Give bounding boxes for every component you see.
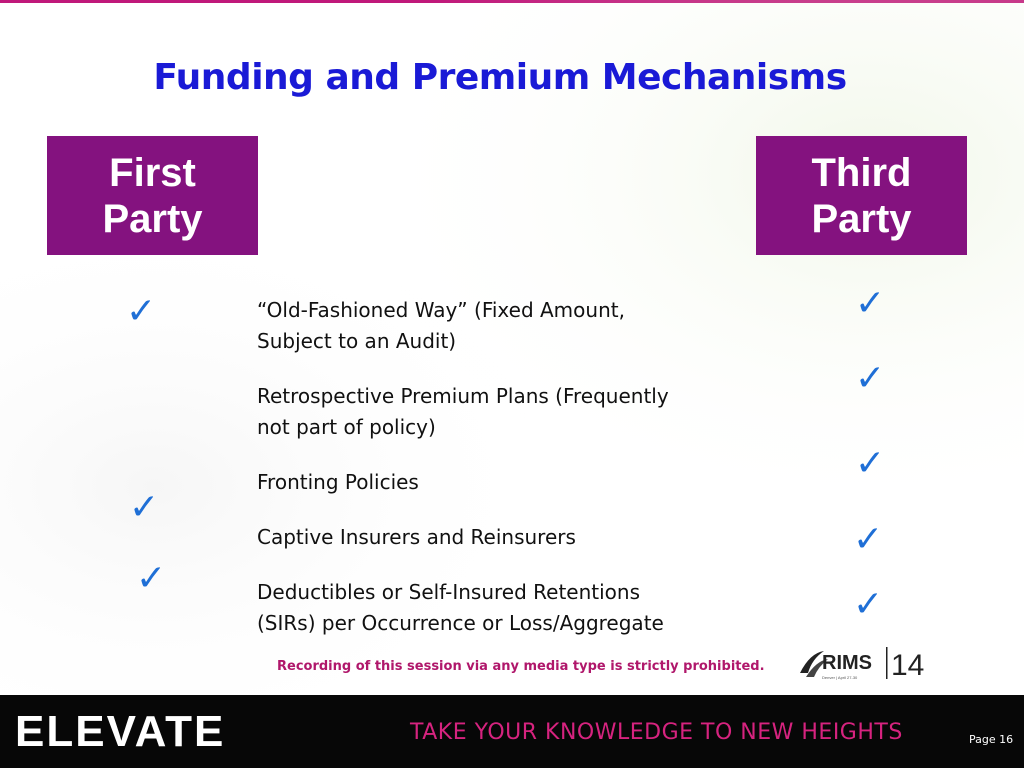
first-party-line2: Party	[102, 196, 203, 241]
mechanism-item	[257, 577, 727, 639]
mechanism-line: Fronting Policies	[257, 470, 419, 494]
mechanism-line: (SIRs) per Occurrence or Loss/Aggregate	[257, 611, 664, 635]
first-party-check-icon: ✓	[129, 487, 160, 528]
third-party-line1: Third	[811, 150, 912, 195]
rims-logo	[798, 643, 928, 683]
third-party-check-icon: ✓	[855, 358, 886, 399]
mechanism-line: Subject to an Audit)	[257, 329, 457, 353]
page-number: Page 16	[969, 733, 1014, 746]
elevate-logo: ELEVATE	[15, 707, 226, 756]
rims-logo-subtext: Denver | April 27-30	[822, 675, 858, 680]
third-party-check-icon: ✓	[855, 283, 886, 324]
first-party-line1: First	[109, 150, 196, 195]
mechanism-item	[257, 467, 727, 498]
third-party-check-icon: ✓	[853, 519, 884, 560]
third-party-line2: Party	[811, 196, 912, 241]
mechanism-line: Deductibles or Self-Insured Retentions	[257, 580, 641, 604]
third-party-header	[756, 136, 967, 255]
mechanism-item	[257, 295, 727, 357]
mechanism-line: Retrospective Premium Plans (Frequently	[257, 384, 669, 408]
rims-logo-name: RIMS	[822, 652, 872, 674]
slide-title: Funding and Premium Mechanisms	[153, 57, 847, 98]
mechanism-item	[257, 522, 727, 553]
footer-tagline: TAKE YOUR KNOWLEDGE TO NEW HEIGHTS	[410, 720, 903, 745]
mechanism-line: not part of policy)	[257, 415, 436, 439]
mechanism-item	[257, 381, 727, 443]
rims-logo-year: 14	[891, 649, 925, 682]
recording-notice: Recording of this session via any media type is strictly prohibited.	[277, 659, 765, 674]
first-party-header	[47, 136, 258, 255]
third-party-check-icon: ✓	[853, 584, 884, 625]
mechanism-line: Captive Insurers and Reinsurers	[257, 525, 576, 549]
third-party-check-icon: ✓	[855, 443, 886, 484]
mechanism-line: “Old-Fashioned Way” (Fixed Amount,	[257, 298, 625, 322]
first-party-check-icon: ✓	[136, 558, 167, 599]
first-party-check-icon: ✓	[126, 291, 157, 332]
